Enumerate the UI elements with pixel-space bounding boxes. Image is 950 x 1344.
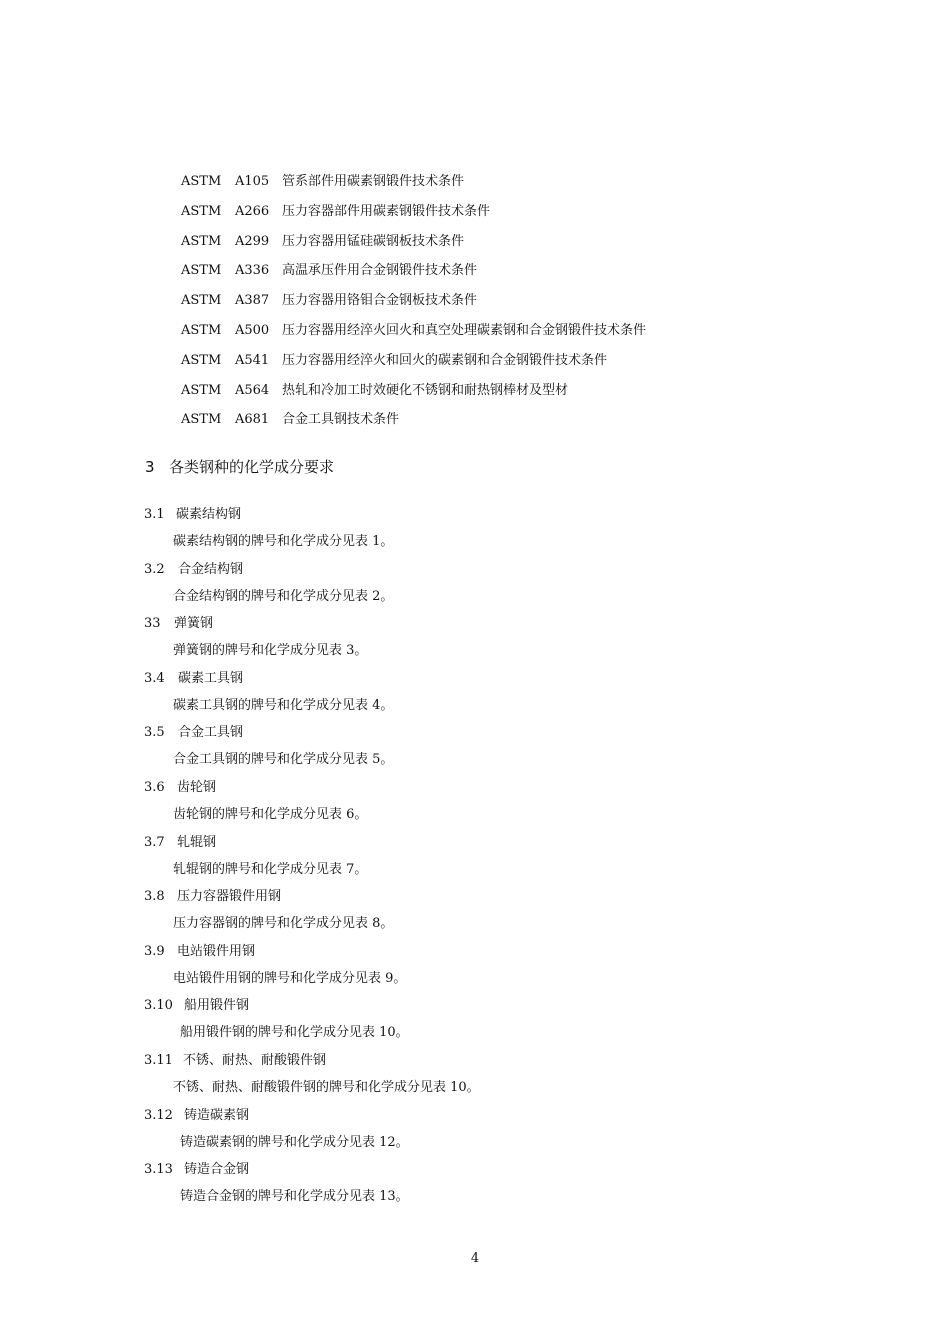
subsection-title: 压力容器锻件用钢 — [177, 889, 282, 905]
standard-row — [181, 381, 646, 411]
subsection — [144, 723, 480, 778]
standard-row — [181, 232, 646, 262]
subsection-title-line — [144, 669, 480, 696]
subsection — [144, 669, 480, 724]
subsection-title-line — [144, 833, 480, 860]
subsection — [144, 833, 480, 888]
standard-title: 压力容器用经淬火回火和真空处理碳素钢和合金钢锻件技术条件 — [282, 322, 647, 338]
standard-org: ASTM — [181, 203, 222, 219]
subsection — [144, 505, 480, 560]
subsection-title: 碳素工具钢 — [178, 670, 244, 686]
standard-row — [181, 291, 646, 321]
standard-row — [181, 321, 646, 351]
subsection-number: 3.4 — [144, 670, 165, 686]
subsection-title-line — [144, 505, 480, 532]
subsection-title: 船用锻件钢 — [184, 998, 250, 1014]
standard-row — [181, 202, 646, 232]
subsection-title-line — [144, 778, 480, 805]
subsection-number: 33 — [144, 616, 161, 632]
subsection-title: 不锈、耐热、耐酸锻件钢 — [183, 1052, 327, 1068]
subsection-title-line — [144, 1106, 480, 1133]
subsection-number: 3.9 — [144, 943, 165, 959]
standard-org: ASTM — [181, 263, 222, 279]
standard-org: ASTM — [181, 233, 222, 249]
section-heading-title: 各类钢种的化学成分要求 — [169, 458, 335, 476]
subsection-number: 3.5 — [144, 725, 165, 741]
subsection-title: 轧辊钢 — [177, 834, 217, 850]
standard-code: A541 — [235, 352, 270, 368]
standard-code: A681 — [235, 412, 270, 428]
page-number: 4 — [470, 1251, 480, 1266]
subsection-number: 3.8 — [144, 889, 165, 905]
subsection — [144, 996, 480, 1051]
subsection-title: 齿轮钢 — [177, 779, 217, 795]
subsection-title: 铸造合金钢 — [184, 1162, 250, 1178]
subsection-number: 3.7 — [144, 834, 165, 850]
subsection-number: 3.13 — [144, 1162, 173, 1178]
subsection-title-line — [144, 1160, 480, 1187]
section-heading-number: 3 — [145, 458, 155, 476]
subsection-title: 电站锻件用钢 — [177, 943, 256, 959]
subsection-number: 3.11 — [144, 1052, 173, 1068]
subsection-body: 碳素工具钢的牌号和化学成分见表 4。 — [173, 697, 394, 713]
subsection-title-line — [144, 1051, 480, 1078]
standard-title: 高温承压件用合金钢锻件技术条件 — [282, 263, 478, 279]
standard-org: ASTM — [181, 174, 222, 189]
subsection — [144, 1160, 480, 1215]
standard-code: A336 — [235, 263, 270, 279]
standard-title: 压力容器用经淬火和回火的碳素钢和合金钢锻件技术条件 — [282, 352, 608, 368]
subsection-number: 3.2 — [144, 561, 165, 577]
standard-org: ASTM — [181, 293, 222, 309]
subsection-number: 3.6 — [144, 779, 165, 795]
subsection-title-line — [144, 614, 480, 641]
subsection-body: 电站锻件用钢的牌号和化学成分见表 9。 — [173, 970, 407, 986]
subsection-title: 碳素结构钢 — [176, 507, 242, 522]
standard-org: ASTM — [181, 352, 222, 368]
subsection-number: 3.12 — [144, 1107, 173, 1123]
subsection — [144, 560, 480, 615]
subsection-body: 铸造碳素钢的牌号和化学成分见表 12。 — [180, 1134, 409, 1150]
standard-row — [181, 261, 646, 291]
subsection-body: 碳素结构钢的牌号和化学成分见表 1。 — [173, 534, 394, 549]
standard-code: A105 — [235, 174, 270, 189]
subsection-body: 压力容器钢的牌号和化学成分见表 8。 — [173, 916, 394, 932]
standard-code: A266 — [235, 203, 270, 219]
subsection-title: 合金工具钢 — [178, 725, 244, 741]
standard-row — [181, 410, 646, 440]
subsection-title-line — [144, 996, 480, 1023]
standard-row — [181, 172, 646, 202]
standard-code: A299 — [235, 233, 270, 249]
standard-title: 压力容器用铬钼合金钢板技术条件 — [282, 293, 478, 309]
subsection — [144, 778, 480, 833]
subsection-body: 弹簧钢的牌号和化学成分见表 3。 — [173, 643, 368, 659]
subsection — [144, 942, 480, 997]
subsection-title-line — [144, 887, 480, 914]
subsection-body: 船用锻件钢的牌号和化学成分见表 10。 — [180, 1025, 409, 1041]
subsection-title-line — [144, 723, 480, 750]
standard-code: A500 — [235, 322, 270, 338]
subsection-title-line — [144, 942, 480, 969]
subsection-title: 合金结构钢 — [178, 561, 244, 577]
standard-code: A387 — [235, 293, 270, 309]
subsection — [144, 614, 480, 669]
standard-title: 合金工具钢技术条件 — [282, 412, 400, 428]
subsection-title-line — [144, 560, 480, 587]
subsection-body: 合金工具钢的牌号和化学成分见表 5。 — [173, 752, 394, 768]
subsection-number: 3.1 — [144, 507, 165, 522]
subsection-body: 不锈、耐热、耐酸锻件钢的牌号和化学成分见表 10。 — [173, 1079, 480, 1095]
subsection — [144, 1051, 480, 1106]
subsection — [144, 1106, 480, 1161]
standards-list — [181, 172, 646, 440]
standard-org: ASTM — [181, 382, 222, 398]
standard-row — [181, 351, 646, 381]
standard-title: 热轧和冷加工时效硬化不锈钢和耐热钢棒材及型材 — [282, 382, 569, 398]
subsection-body: 齿轮钢的牌号和化学成分见表 6。 — [173, 806, 368, 822]
standard-title: 压力容器部件用碳素钢锻件技术条件 — [282, 203, 491, 219]
subsection-list — [144, 505, 480, 1215]
standard-title: 管系部件用碳素钢锻件技术条件 — [282, 174, 465, 189]
standard-org: ASTM — [181, 412, 222, 428]
standard-code: A564 — [235, 382, 270, 398]
subsection-title: 铸造碳素钢 — [184, 1107, 250, 1123]
standard-title: 压力容器用锰硅碳钢板技术条件 — [282, 233, 465, 249]
subsection-title: 弹簧钢 — [174, 616, 214, 632]
subsection-body: 合金结构钢的牌号和化学成分见表 2。 — [173, 588, 394, 604]
subsection-body: 铸造合金钢的牌号和化学成分见表 13。 — [180, 1189, 409, 1205]
subsection-number: 3.10 — [144, 998, 173, 1014]
subsection — [144, 887, 480, 942]
section-heading — [145, 456, 334, 478]
subsection-body: 轧辊钢的牌号和化学成分见表 7。 — [173, 861, 368, 877]
standard-org: ASTM — [181, 322, 222, 338]
